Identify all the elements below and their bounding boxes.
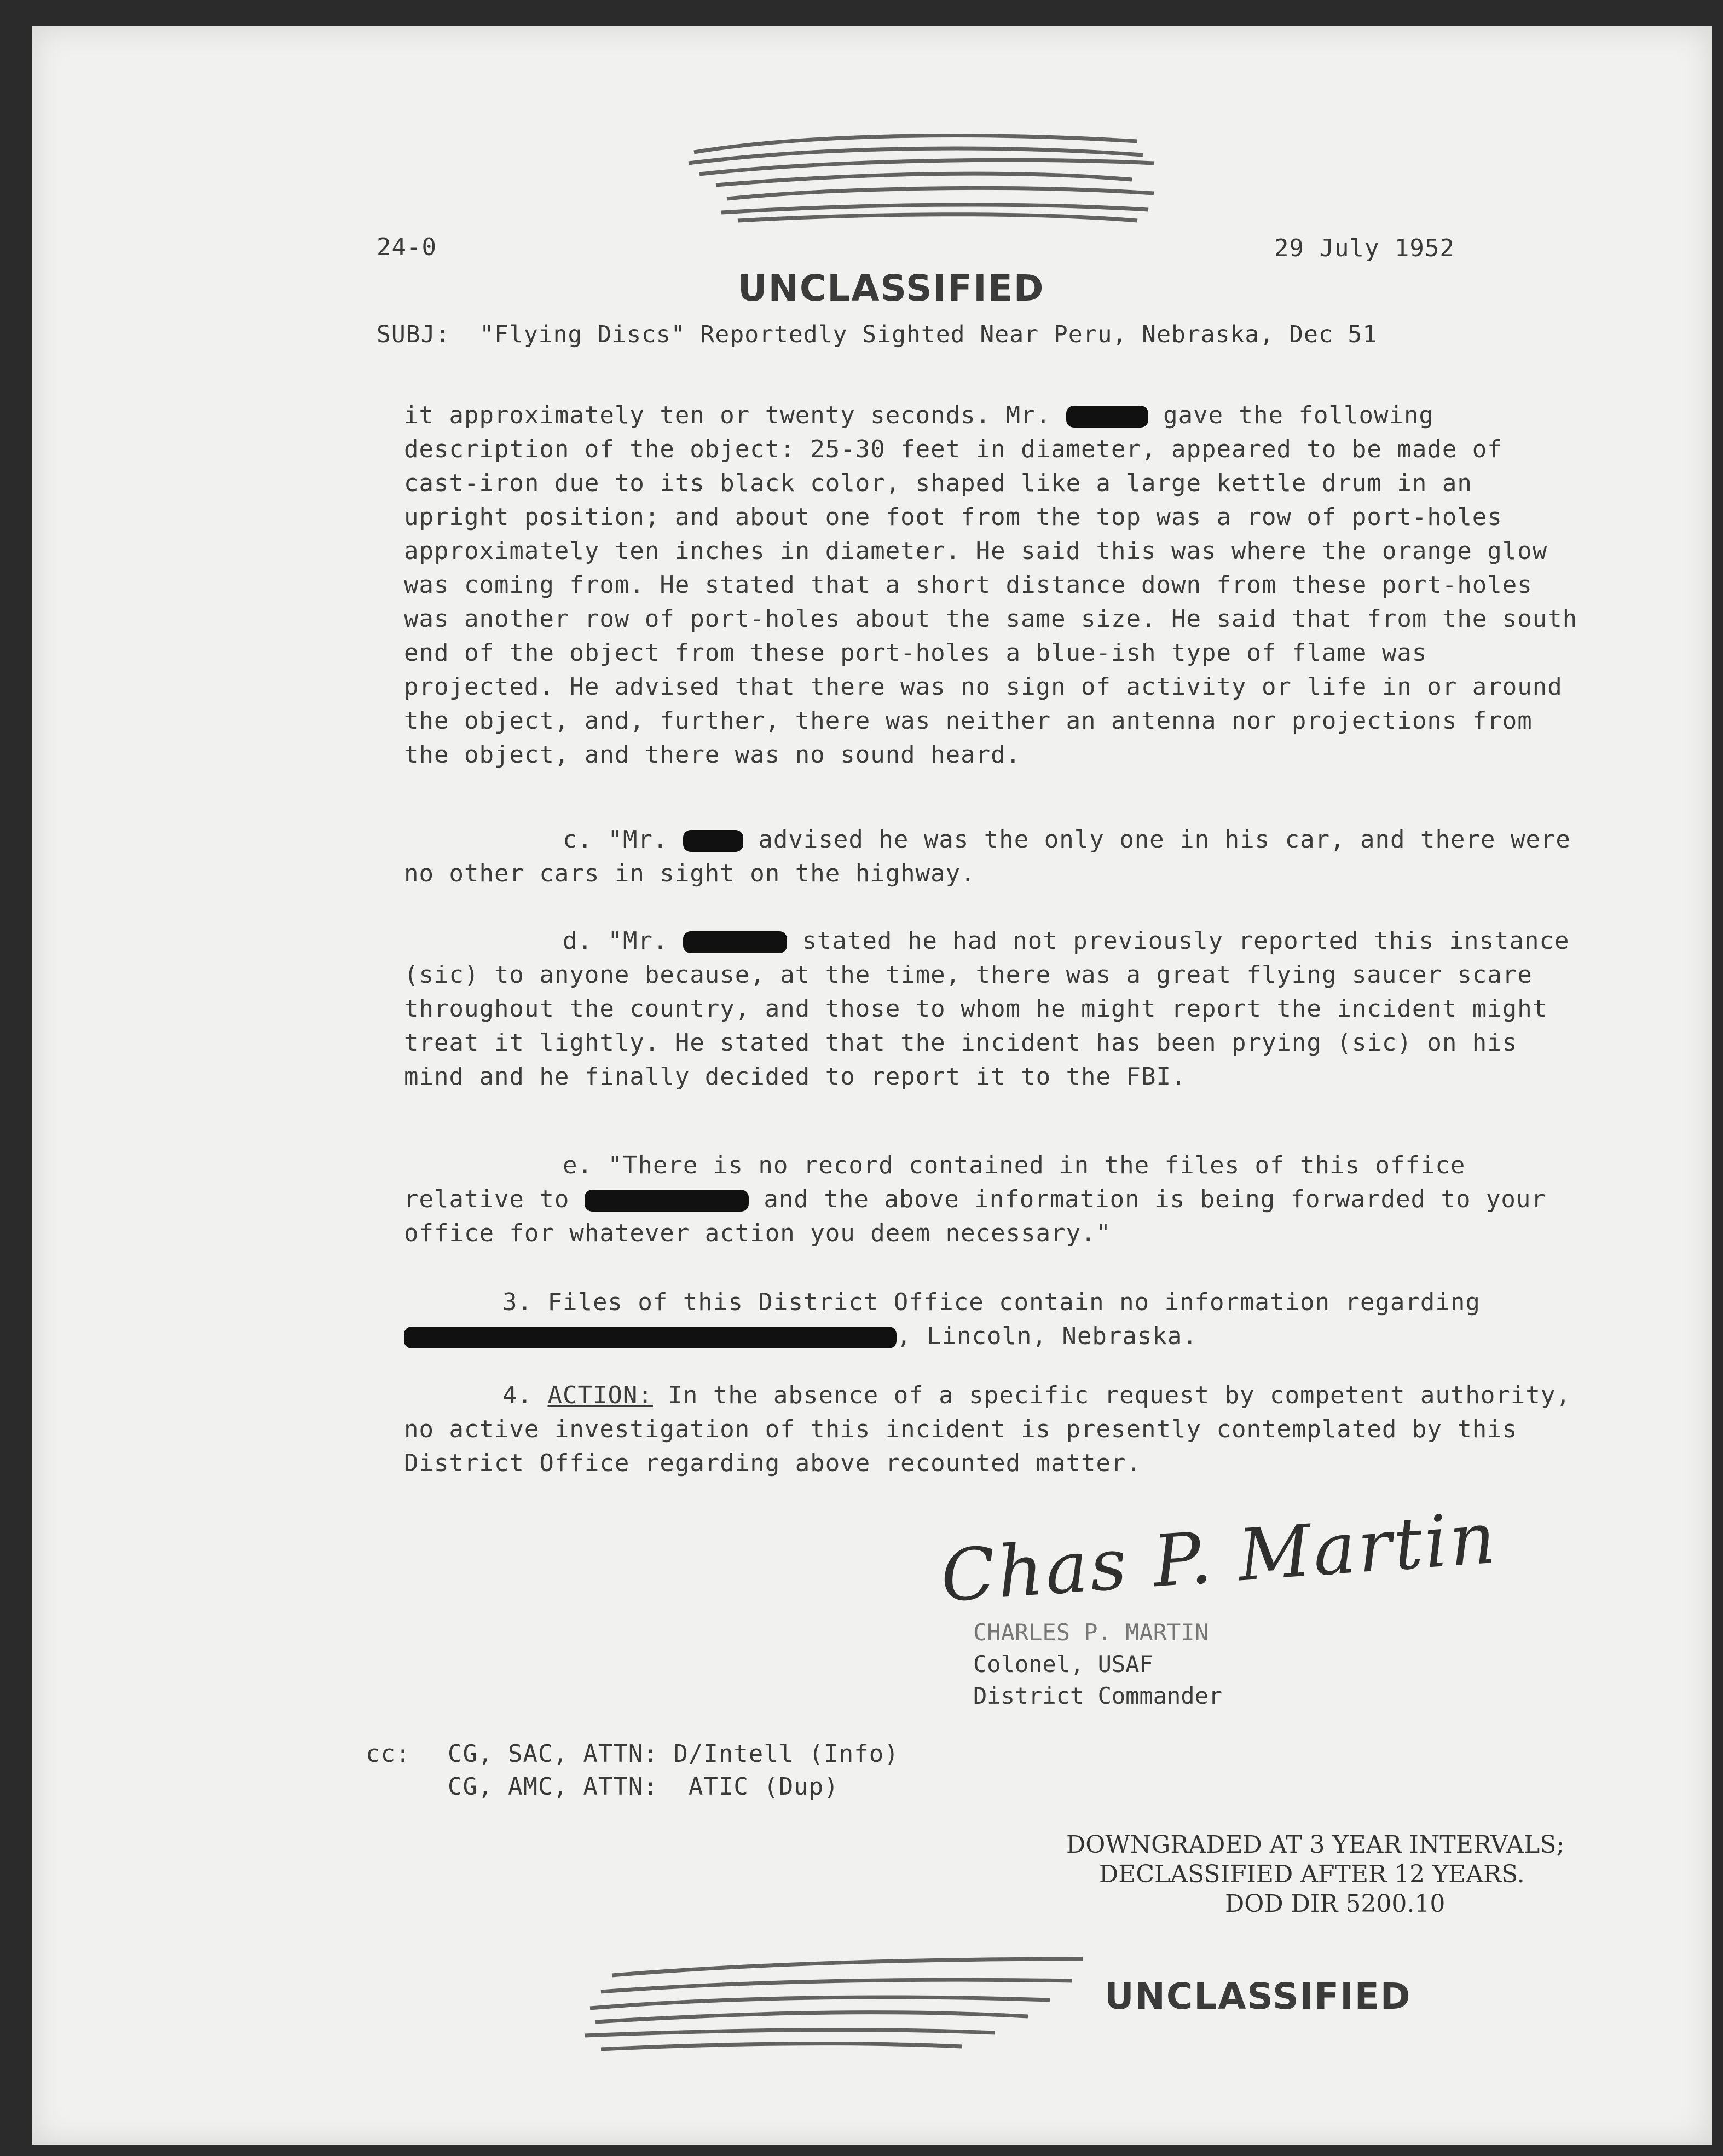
paragraph-4 (404, 1379, 1586, 1480)
paragraph-b-continued (404, 399, 1586, 772)
para-e-text-2: and the above information is being forwarded to your office for whatever action you deem necessary." (404, 1185, 1546, 1247)
cc-line-1: CG, SAC, ATTN: D/Intell (Info) (448, 1740, 899, 1768)
redaction (404, 1327, 897, 1348)
downgrade-line-3: DOD DIR 5200.10 (1225, 1890, 1446, 1918)
para-4-number: 4. (502, 1381, 533, 1409)
para-d-text-2: stated he had not previously reported this instance (sic) to anyone because, at the time, there was a great flying saucer scare throughout the country, and those to whom he might report the incident might treat it lightly. He stated that the incident has been prying (sic) on his mind and he finally decided to report it to the FBI. (404, 927, 1570, 1091)
para-c-text-1: c. "Mr. (563, 826, 668, 854)
document-date: 29 July 1952 (1274, 234, 1455, 262)
signer-title: District Commander (973, 1682, 1223, 1709)
classification-bottom: UNCLASSIFIED (1105, 1975, 1412, 2017)
downgrade-line-1: DOWNGRADED AT 3 YEAR INTERVALS; (1066, 1831, 1565, 1859)
redaction (585, 1190, 749, 1212)
downgrade-line-2: DECLASSIFIED AFTER 12 YEARS. (1099, 1860, 1525, 1888)
redaction (683, 931, 787, 953)
para-b-text-2: gave the following description of the object: 25-30 feet in diameter, appeared to be made of cast-iron due to its black color, shaped like a large kettle drum in an upright position; and about one foot from the top was a row of port-holes approximately ten inches in diameter. He said this was where the orange glow was coming from. He stated that a short distance down from these port-holes was another row of port-holes about the same size. He said that from the south end of the object from these port-holes a blue-ish type of flame was projected. He advised that there was no sign of activity or life in or around the object, and, further, there was neither an antenna nor projections from the object, and there was no sound heard. (404, 401, 1578, 769)
para-c-text-2: advised he was the only one in his car, and there were no other cars in sight on the highway. (404, 826, 1571, 887)
signer-name: CHARLES P. MARTIN (973, 1619, 1209, 1646)
para-3-text-2: , Lincoln, Nebraska. (897, 1322, 1198, 1350)
handwritten-signature: Chas P. Martin (938, 1496, 1500, 1618)
subject-line: SUBJ: "Flying Discs" Reportedly Sighted Near Peru, Nebraska, Dec 51 (377, 321, 1378, 348)
para-4-action-label: ACTION: (547, 1381, 653, 1409)
paragraph-e (404, 1149, 1586, 1250)
signer-rank: Colonel, USAF (973, 1651, 1153, 1677)
downgrade-stamp (1066, 1830, 1564, 1919)
paragraph-c (404, 823, 1586, 891)
para-d-text-1: d. "Mr. (563, 927, 668, 955)
crossed-out-stamp-top (683, 92, 1241, 245)
redaction (1066, 406, 1148, 428)
classification-top: UNCLASSIFIED (738, 267, 1045, 309)
signature-block (973, 1617, 1222, 1712)
cc-line-2: CG, AMC, ATTN: ATIC (Dup) (448, 1773, 839, 1801)
paragraph-3 (404, 1285, 1586, 1353)
para-4-text: In the absence of a specific request by competent authority, no active investigation of this incident is presently contemplated by this District Office regarding above recounted matter. (404, 1381, 1571, 1477)
para-e-text-1: e. "There is no record contained in the files of this office relative to (404, 1151, 1466, 1213)
para-b-text-1: it approximately ten or twenty seconds. Mr. (404, 401, 1051, 429)
para-3-text-1: 3. Files of this District Office contain no information regarding (502, 1288, 1481, 1316)
file-number: 24-0 (377, 233, 437, 261)
paragraph-d (404, 924, 1586, 1094)
document-page (32, 26, 1712, 2145)
crossed-out-stamp-bottom (579, 1926, 1115, 2068)
cc-label: cc: (366, 1740, 411, 1768)
redaction (683, 830, 743, 852)
